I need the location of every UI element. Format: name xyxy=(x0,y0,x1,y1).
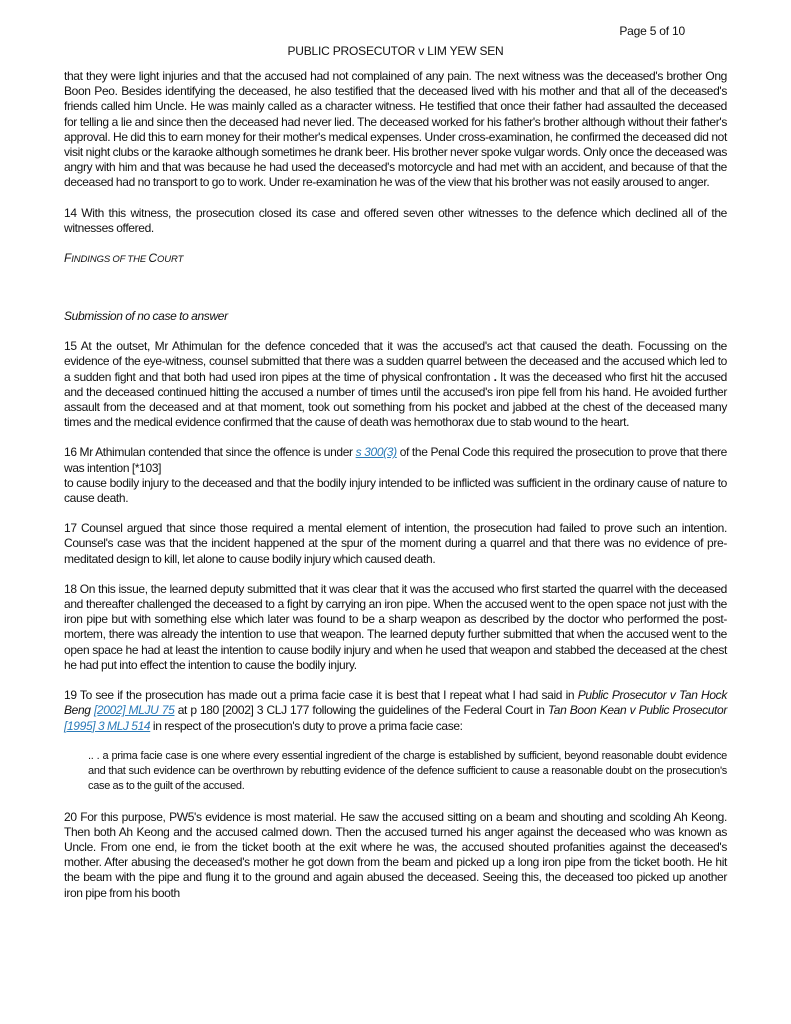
heading-rest: OURT xyxy=(156,254,184,266)
submission-subheading: Submission of no case to answer xyxy=(64,309,228,324)
case-name: Public Prosecutor v Tan Hock Beng xyxy=(64,688,727,718)
document-title: PUBLIC PROSECUTOR v LIM YEW SEN xyxy=(287,44,504,58)
paragraph-17: 17 Counsel argued that since those required a mental element of intention, the prosecution had failed to prove such an intention. Counsel's case was that the incident happened at the spur of the moment during a quarrel and that there was no evidence of pre-meditated design to kill, let alone to cause bodily injury which caused death. xyxy=(64,521,727,566)
page-number: Page 5 of 10 xyxy=(619,24,685,38)
statute-link-s300-3[interactable]: s 300(3) xyxy=(355,445,397,460)
paragraph-13-continued: that they were light injuries and that the accused had not complained of any pain. The next witness was the deceased's brother Ong Boon Peo. Besides identifying the deceased, he also testified that the deceased lived with his mother and that all of the deceased's friends called him Uncle. He was mainly called as a character witness. He testified that once their father had assaulted the deceased for telling a lie and since then the deceased had never lied. The deceased worked for his father's brother although without their father's approval. He did this to earn money for their mother's medical expenses. Under cross-examination, he confirmed the deceased did not visit night clubs or the karaoke although sometimes he drank beer. His brother never spoke vulgar words. Only once the deceased was angry with him and that was because he had used the deceased's motorcycle and had met with an accident, and because of that the deceased had no transport to go to work. Under re-examination he was of the view that his brother was not easily aroused to anger. xyxy=(64,69,727,190)
citation-link-1995-3-mlj-514[interactable]: [1995] 3 MLJ 514 xyxy=(64,718,151,733)
citation-link-2002-mlju-75[interactable]: [2002] MLJU 75 xyxy=(93,703,175,718)
paragraph-16 xyxy=(64,445,727,506)
paragraph-text: 15 At the outset, Mr Athimulan for the defence conceded that it was the accused's act that caused the death. Focussing on the evidence of the eye-witness, counsel submitted that there was a sudden quarrel between the deceased and the accused which led to a sudden fight and that both had used iron pipes at the time of physical confrontation xyxy=(64,339,727,384)
case-name: Tan Boon Kean v Public Prosecutor xyxy=(547,703,727,718)
paragraph-text: 19 To see if the prosecution has made out a prima facie case it is best that I repeat what I had said in xyxy=(64,688,578,703)
bold-period: . xyxy=(493,369,497,384)
paragraph-text: 16 Mr Athimulan contended that since the offence is under xyxy=(64,445,356,460)
block-quote: .. . a prima facie case is one where every essential ingredient of the charge is established by sufficient, beyond reasonable doubt evidence and that such evidence can be overthrown by rebutting evidence of the defence sufficient to cause a reasonable doubt on the prosecution's case as to the guilt of the accused. xyxy=(88,749,727,793)
findings-of-the-court-heading xyxy=(64,251,727,266)
paragraph-text: to cause bodily injury to the deceased and that the bodily injury intended to be inflicted was sufficient in the ordinary cause of nature to cause death. xyxy=(64,475,727,506)
heading-cap: F xyxy=(64,251,72,266)
paragraph-15 xyxy=(64,339,727,430)
paragraph-18: 18 On this issue, the learned deputy submitted that it was clear that it was the accused who first started the quarrel with the deceased and thereafter challenged the deceased to a fight by carrying an iron pipe. When the accused went to the open space not just with the iron pipe but with something else which later was found to be a sharp weapon as described by the doctor who performed the post-mortem, there was already the intention to use that weapon. The learned deputy further submitted that when the accused went to the open space he had at least the intention to cause bodily injury and when he used that weapon and stabbed the deceased at the chest he had put into effect the intention to cause the bodily injury. xyxy=(64,581,727,672)
paragraph-text: at p 180 [2002] 3 CLJ 177 following the guidelines of the Federal Court in xyxy=(174,703,548,718)
heading-cap: C xyxy=(148,251,157,266)
paragraph-text: of the Penal Code this required the prosecution to prove that there was intention [*103] xyxy=(64,445,727,475)
paragraph-text: in respect of the prosecution's duty to prove a prima facie case: xyxy=(150,718,463,733)
paragraph-20: 20 For this purpose, PW5's evidence is most material. He saw the accused sitting on a beam and shouting and scolding Ah Keong. Then both Ah Keong and the accused calmed down. Then the accused turned his anger against the deceased who was known as Uncle. From one end, ie from the ticket booth at the exit where he was, the accused shouted profanities against the deceased's mother. After abusing the deceased's mother he got down from the beam and picked up a long iron pipe from the ticket booth. He hit the beam with the pipe and flung it to the ground and again abused the deceased. Seeing this, the deceased too picked up another iron pipe from his booth xyxy=(64,809,727,900)
paragraph-text: It was the deceased who first hit the accused and the deceased continued hitting the accused a number of times until the accused's iron pipe fell from his hand. He avoided further assault from the deceased and at that moment, took out something from his pocket and jabbed at the chest of the deceased many times and the medical evidence confirmed that the cause of death was hemothorax due to stab wound to the heart. xyxy=(64,369,727,430)
document-body xyxy=(64,69,727,916)
heading-rest: INDINGS OF THE xyxy=(71,254,149,266)
paragraph-19 xyxy=(64,688,727,734)
paragraph-14: 14 With this witness, the prosecution closed its case and offered seven other witnesses to the defence which declined all of the witnesses offered. xyxy=(64,205,727,235)
